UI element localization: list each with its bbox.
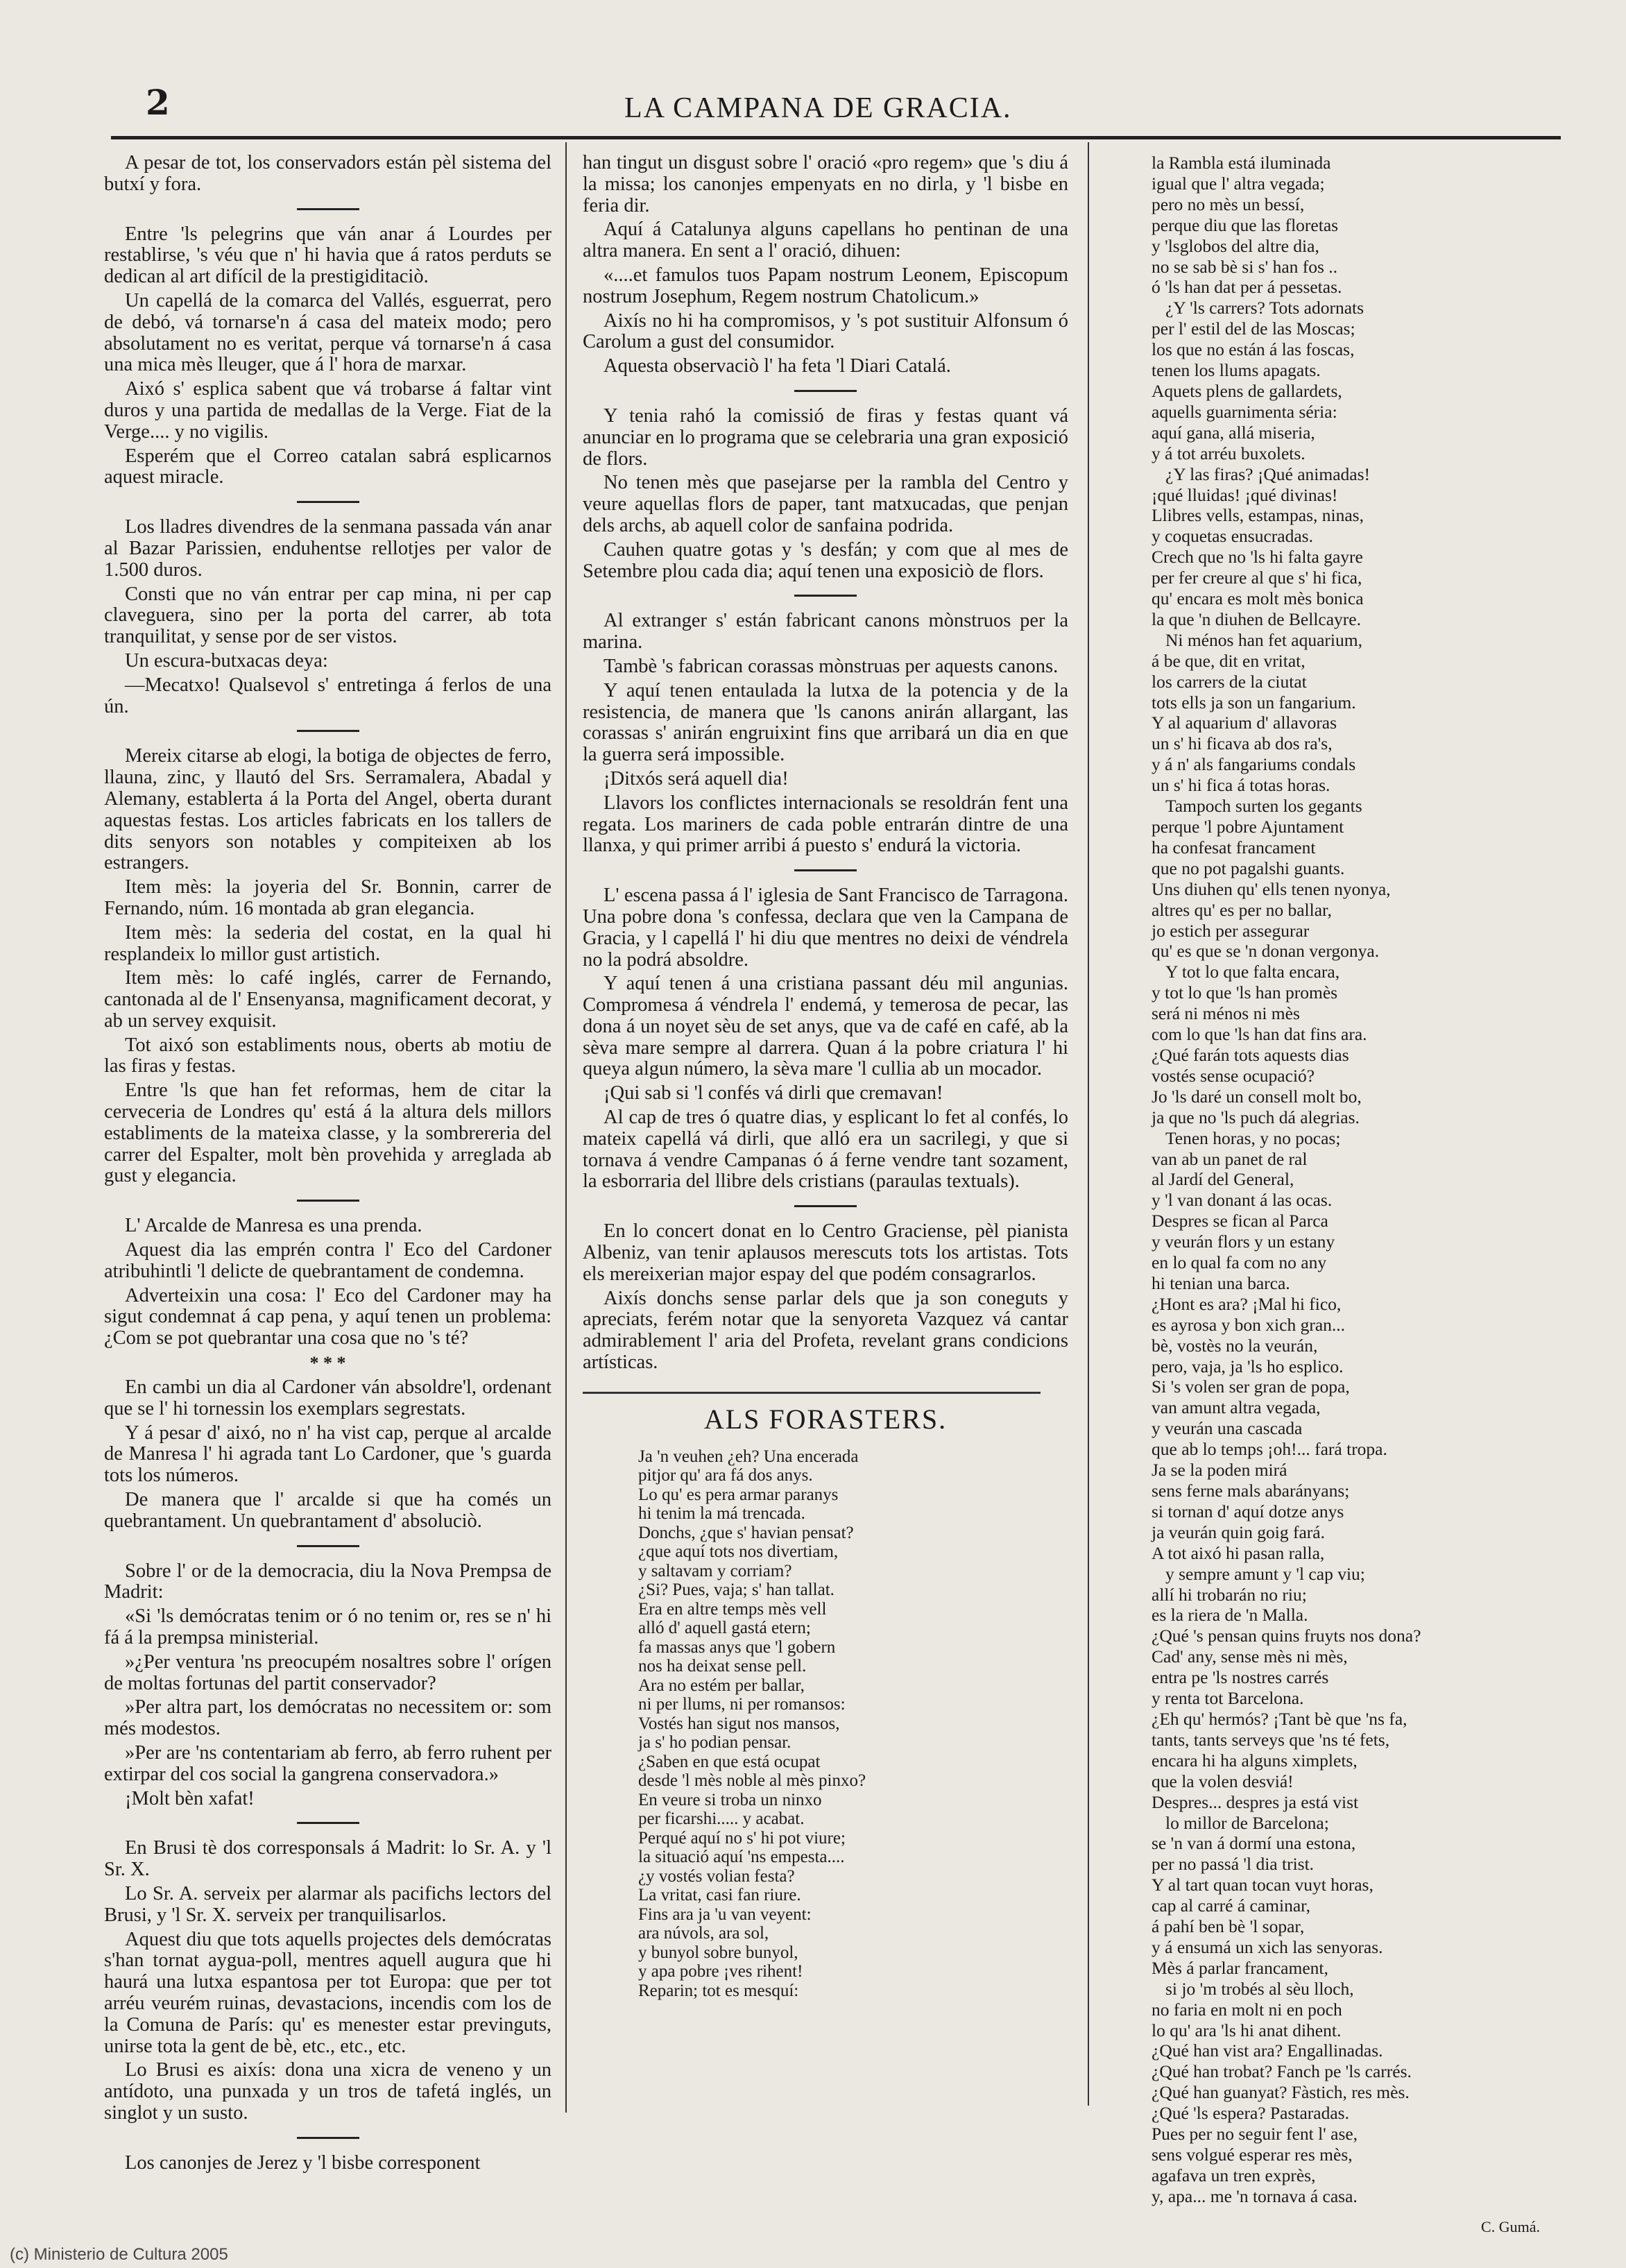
paragraph: L' escena passa á l' iglesia de Sant Francisco de Tarragona. Una pobre dona 's confessa, declara que ven la Campana de Gracia, y l capellá l' hi diu que mentres no deixi de véndrela no la podrá absoldre. xyxy=(583,885,1068,971)
paragraph: Aixó s' esplica sabent que vá trobarse á faltar vint duros y una partida de medallas de la Verge. Fiat de la Verge.... y no vigilis. xyxy=(104,378,551,443)
poem-line: ara núvols, ara sol, xyxy=(638,1924,769,1943)
paragraph: ¡Molt bèn xafat! xyxy=(125,1787,255,1809)
section-separator xyxy=(297,1545,359,1547)
poem-line: allí hi trobarán no riu; xyxy=(1152,1584,1307,1605)
poem-line: Perqué aquí no s' hi pot viure; xyxy=(638,1828,846,1848)
poem-line: Reparin; tot es mesquí: xyxy=(638,1981,799,2000)
poem-line: aquí gana, allá miseria, xyxy=(1152,422,1315,443)
poem-line: A tot aixó hi pasan ralla, xyxy=(1152,1542,1325,1563)
paragraph: —Mecatxo! Qualsevol s' entretinga á ferlos de una ún. xyxy=(104,674,551,717)
poem-line: La vritat, casi fan riure. xyxy=(638,1886,801,1905)
poem-line: ni per llums, ni per romansos: xyxy=(638,1695,846,1714)
paragraph: «....et famulos tuos Papam nostrum Leonem, Episcopum nostrum Josephum, Regem nostrum Chatolicum.» xyxy=(583,264,1068,307)
paragraph: En Brusi tè dos corresponsals á Madrit: lo Sr. A. y 'l Sr. X. xyxy=(104,1837,551,1881)
poem-line: y veurán una cascada xyxy=(1152,1418,1303,1439)
poem-line: que no pot pagalshi guants. xyxy=(1152,858,1345,878)
paragraph: Un escura-butxacas deya: xyxy=(125,649,328,672)
paragraph: Entre 'ls pelegrins que ván anar á Lourdes per restablirse, 's véu que n' hi havia que á ratos perduts se dedican al art difícil de la prestigiditaciò. xyxy=(104,223,551,288)
asterism: * * * xyxy=(309,1353,346,1374)
poem-line: Aquets plens de gallardets, xyxy=(1152,380,1342,401)
paragraph: Un capellá de la comarca del Vallés, esguerrat, pero de debó, vá tornarse'n á casa del mateix modo; pero absolutament no es veritat, perque vá tornarse'n á casa una mica mès lleuger, que á l' hora de marxar. xyxy=(104,289,551,376)
poem-line: si tornan d' aquí dotze anys xyxy=(1152,1501,1344,1521)
poem-line: tants, tants serveys que 'ns té fets, xyxy=(1152,1729,1390,1750)
paragraph: Aixís donchs sense parlar dels que ja son coneguts y apreciats, ferém notar que la senyoreta Vazquez vá cantar admirablement l' aria del Profeta, revelant grans condicions artísticas. xyxy=(583,1287,1068,1374)
paragraph: Y tenia rahó la comissió de firas y festas quant vá anunciar en lo programa que se celebraria una gran exposició de flors. xyxy=(583,404,1068,470)
poem-line: desde 'l mès noble al mès pinxo? xyxy=(638,1771,866,1791)
paragraph: Los lladres divendres de la senmana passada ván anar al Bazar Parissien, enduhentse rellotjes per valor de 1.500 duros. xyxy=(104,516,551,581)
poem-line: y 'lsglobos del altre dia, xyxy=(1152,235,1319,256)
poem-line: ¿Qué farán tots aquests dias xyxy=(1152,1044,1349,1065)
paragraph: Los canonjes de Jerez y 'l bisbe corresponent xyxy=(125,2151,481,2174)
column-3 xyxy=(1110,153,1568,2235)
poem-line: pitjor qu' ara fá dos anys. xyxy=(638,1466,813,1485)
paragraph: Item mès: la sederia del costat, en la qual hi resplandeix lo millor gust artistich. xyxy=(104,921,551,965)
paragraph: Cauhen quatre gotas y 's desfán; y com que al mes de Setembre plou cada dia; aquí tenen una exposiciò de flors. xyxy=(583,538,1068,582)
page-header xyxy=(139,82,1561,144)
paragraph: No tenen mès que pasejarse per la rambla del Centro y veure aquellas flors de paper, tant matxucadas, que penjan dels archs, ab aquell color de sanfaina podrida. xyxy=(583,472,1068,536)
poem-line: ¿Si? Pues, vaja; s' han tallat. xyxy=(638,1580,835,1600)
poem-line: per ficarshi..... y acabat. xyxy=(638,1809,805,1829)
paragraph: Tambè 's fabrican corassas mònstruas per aquests canons. xyxy=(604,655,1059,677)
poem-line: es la riera de 'n Malla. xyxy=(1152,1605,1308,1626)
poem-line: Era en altre temps mès vell xyxy=(638,1599,827,1619)
paragraph: Entre 'ls que han fet reformas, hem de citar la cerveceria de Londres qu' está á la altura dels millors establiments de la mateixa classe, y la sombrereria del carrer del Espalter, molt bèn provehida y arreglada ab gust y elegancia. xyxy=(104,1080,551,1187)
poem-line: en lo qual fa com no any xyxy=(1152,1252,1327,1273)
paragraph: Lo Sr. A. serveix per alarmar als pacifichs lectors del Brusi, y 'l Sr. X. serveix per tranquilisarlos. xyxy=(104,1882,551,1926)
poem-line: perque diu que las floretas xyxy=(1152,214,1339,235)
section-separator xyxy=(794,595,857,597)
poem-line: Ni ménos han fet aquarium, xyxy=(1165,629,1362,650)
poem-line: aquells guarnimenta séria: xyxy=(1152,401,1337,422)
section-separator xyxy=(297,2137,359,2139)
poem-line: ¿Qué han guanyat? Fàstich, res mès. xyxy=(1152,2082,1410,2103)
paragraph: «Si 'ls demócratas tenim or ó no tenim or, res se n' hi fá á la prempsa ministerial. xyxy=(104,1605,551,1649)
author-signature: C. Gumá. xyxy=(1481,2217,1540,2235)
paragraph: »Per are 'ns contentariam ab ferro, ab ferro ruhent per extirpar del cos social la gangrena conservadora.» xyxy=(104,1742,551,1785)
paragraph: En lo concert donat en lo Centro Graciense, pèl pianista Albeniz, van tenir aplausos merescuts tots los artistas. Tots els mereixerian major espay del que podém consagrarlos. xyxy=(583,1220,1068,1285)
poem-line: es ayrosa y bon xich gran... xyxy=(1152,1314,1346,1335)
poem-line: entra pe 'ls nostres carrés xyxy=(1152,1667,1329,1688)
header-rule xyxy=(111,136,1561,139)
paragraph: ¡Qui sab si 'l confés vá dirli que cremavan! xyxy=(604,1082,943,1105)
poem-line: Despres se fican al Parca xyxy=(1152,1211,1328,1231)
poem-line: ¿Saben en que está ocupat xyxy=(638,1752,821,1771)
poem-line: no faria en molt ni en poch xyxy=(1152,1999,1342,2020)
page-number: 2 xyxy=(146,82,170,123)
poem-line: la que 'n diuhen de Bellcayre. xyxy=(1152,608,1361,629)
poem-line: y á ensumá un xich las senyoras. xyxy=(1152,1936,1383,1957)
paragraph: Consti que no ván entrar per cap mina, ni per cap claveguera, sino per la porta del carrer, ab tota tranquilitat, y sense por de ser vistos. xyxy=(104,583,551,648)
poem-line: jo estich per assegurar xyxy=(1152,920,1310,941)
poem-line: Pues per no seguir fent l' ase, xyxy=(1152,2124,1358,2145)
paragraph: Al extranger s' están fabricant canons mònstruos per la marina. xyxy=(583,610,1068,654)
paragraph: han tingut un disgust sobre l' oració «pro regem» que 's diu á la missa; los canonjes empenyats en no dirla, y 'l bisbe en feria dir. xyxy=(583,152,1068,216)
poem-line: que la volen desviá! xyxy=(1152,1771,1294,1791)
copyright-credit: (c) Ministerio de Cultura 2005 xyxy=(10,2245,228,2264)
poem-line: cap al carré á caminar, xyxy=(1152,1895,1311,1916)
poem-line: vostés sense ocupació? xyxy=(1152,1065,1315,1086)
poem-line: ¿Y 'ls carrers? Tots adornats xyxy=(1165,298,1364,318)
poem-line: la Rambla está iluminada xyxy=(1152,153,1331,173)
paragraph: Aixís no hi ha compromisos, y 's pot sustituir Alfonsum ó Carolum a gust del consumidor. xyxy=(583,309,1068,353)
paragraph: L' Arcalde de Manresa es una prenda. xyxy=(125,1215,422,1237)
column-divider-1 xyxy=(565,142,567,2113)
poem-line: alló d' aquell gastá etern; xyxy=(638,1619,811,1638)
poem-line: los carrers de la ciutat xyxy=(1152,671,1307,692)
poem-line: Ja 'n veuhen ¿eh? Una encerada xyxy=(638,1447,859,1466)
poem-line: Tampoch surten los gegants xyxy=(1165,796,1362,817)
poem-line: y á n' als fangariums condals xyxy=(1152,754,1356,775)
poem-line: Uns diuhen qu' ells tenen nyonya, xyxy=(1152,878,1391,899)
poem-line: lo qu' ara 'ls hi anat dihent. xyxy=(1152,2020,1342,2040)
poem-line: ¿y vostés volian festa? xyxy=(638,1866,795,1886)
poem-line: pero, vaja, ja 'ls ho esplico. xyxy=(1152,1356,1344,1376)
poem-line: y bunyol sobre bunyol, xyxy=(638,1943,798,1962)
poem-line: Mès á parlar francament, xyxy=(1152,1957,1328,1978)
paragraph: Llavors los conflictes internacionals se resoldrán fent una regata. Los mariners de cada poble entrarán dintre de una llanxa, y qui primer arribi á puesto s' endurá la victoria. xyxy=(583,792,1068,857)
poem-line: Si 's volen ser gran de popa, xyxy=(1152,1376,1350,1397)
poem-line: encara hi ha alguns ximplets, xyxy=(1152,1750,1358,1771)
poem-line: bè, vostès no la veurán, xyxy=(1152,1335,1318,1356)
paragraph: Al cap de tres ó quatre dias, y esplicant lo fet al confés, lo mateix capellá vá dirli, que alló era un sacrilegi, y que si tornava á vendre Campanas ó á ferne vendre tant sozament, la esborraria del llibre dels cristians (paraulas textuals). xyxy=(583,1107,1068,1193)
poem-line: agafava un tren exprès, xyxy=(1152,2165,1316,2185)
column-1 xyxy=(104,152,551,2174)
poem-line: hi tenim la má trencada. xyxy=(638,1504,805,1524)
poem-line: tenen los llums apagats. xyxy=(1152,360,1321,381)
paragraph: Aquest dia las emprén contra l' Eco del Cardoner atribuhintli 'l delicte de quebrantament de condemna. xyxy=(104,1239,551,1282)
paragraph: Item mès: la joyeria del Sr. Bonnin, carrer de Fernando, núm. 16 montada ab gran elegancia. xyxy=(104,876,551,919)
poem-part-2 xyxy=(1110,153,1568,2207)
paragraph: Y aquí tenen á una cristiana passant déu mil angunias. Compromesa á véndrela l' endemá, y temerosa de pecar, las dona á un noyet sèu de set anys, que va de café en café, ab la sèva mare sempre al darrera. Quan á la pobre criatura l' hi queya algun número, la sèva mare 'l cullia ab un mocador. xyxy=(583,973,1068,1080)
poem-line: per no passá 'l dia trist. xyxy=(1152,1854,1315,1875)
section-separator xyxy=(794,869,857,871)
poem-line: com lo que 'ls han dat fins ara. xyxy=(1152,1024,1367,1045)
poem-line: tots ells ja son un fangarium. xyxy=(1152,692,1356,713)
poem-line: sens ferne mals abarányans; xyxy=(1152,1481,1350,1501)
section-separator xyxy=(297,208,359,210)
poem-line: á pahí ben bè 'l sopar, xyxy=(1152,1916,1305,1937)
poem-line: van amunt altra vegada, xyxy=(1152,1397,1321,1418)
poem-line: hi tenian una barca. xyxy=(1152,1272,1290,1293)
poem-line: ja s' ho podian pensar. xyxy=(638,1733,791,1753)
poem-line: Donchs, ¿que s' havian pensat? xyxy=(638,1523,854,1542)
poem-line: y 'l van donant á las ocas. xyxy=(1152,1190,1333,1211)
poem-line: y renta tot Barcelona. xyxy=(1152,1688,1304,1709)
poem-line: y á tot arréu buxolets. xyxy=(1152,443,1306,463)
poem-line: Y tot lo que falta encara, xyxy=(1165,962,1340,982)
poem-line: Ja se la poden mirá xyxy=(1152,1460,1287,1481)
section-separator xyxy=(297,1822,359,1824)
poem-line: ¿Qué han vist ara? Engallinadas. xyxy=(1152,2040,1383,2061)
poem-line: fa massas anys que 'l gobern xyxy=(638,1637,836,1657)
poem-line: y coquetas ensucradas. xyxy=(1152,526,1313,547)
paragraph: Aquí á Catalunya alguns capellans ho pentinan de una altra manera. En sent a l' oració, dihuen: xyxy=(583,219,1068,262)
paragraph: Esperém que el Correo catalan sabrá esplicarnos aquest miracle. xyxy=(104,445,551,488)
section-separator xyxy=(794,390,857,392)
paragraph: Tot aixó son establiments nous, oberts ab motiu de las firas y festas. xyxy=(104,1034,551,1077)
poem-line: Tenen horas, y no pocas; xyxy=(1165,1127,1341,1148)
poem-line: y veurán flors y un estany xyxy=(1152,1231,1335,1252)
paragraph: Adverteixin una cosa: l' Eco del Cardoner may ha sigut condemnat á cap pena, y aquí tenen un problema: ¿Com se pot quebrantar una cosa que no 's té? xyxy=(104,1284,551,1349)
paragraph: Sobre l' or de la democracia, diu la Nova Prempsa de Madrit: xyxy=(104,1560,551,1603)
poem-line: Fins ara ja 'u van veyent: xyxy=(638,1904,812,1924)
poem-line: ó 'ls han dat per á pessetas. xyxy=(1152,277,1342,298)
poem-line: ¿que aquí tots nos divertiam, xyxy=(638,1542,839,1562)
poem-line: ja veurán quin goig fará. xyxy=(1152,1521,1325,1542)
paragraph: Y aquí tenen entaulada la lutxa de la potencia y de la resistencia, de manera que 'ls canons anirán allargant, las corassas s' anirán engruixint fins que arribará un dia en que la guerra será impossible. xyxy=(583,679,1068,766)
poem-line: se 'n van á dormí una estona, xyxy=(1152,1833,1356,1854)
poem-line: Lo qu' es pera armar paranys xyxy=(638,1485,839,1504)
paragraph: En cambi un dia al Cardoner ván absoldre'l, ordenant que se l' hi tornessin los exemplars segrestats. xyxy=(104,1376,551,1419)
poem-line: per fer creure al que s' hi fica, xyxy=(1152,568,1362,588)
section-separator xyxy=(297,501,359,503)
column-divider-2 xyxy=(1088,142,1089,2106)
poem-line: lo millor de Barcelona; xyxy=(1165,1812,1329,1833)
poem-line: Y al aquarium d' allavoras xyxy=(1152,713,1337,733)
poem-line: y saltavam y corriam? xyxy=(638,1561,792,1580)
paragraph: Y á pesar d' aixó, no n' ha vist cap, perque al arcalde de Manresa l' hi agrada tant Lo Cardoner, que 's guarda tots los números. xyxy=(104,1422,551,1487)
poem-line: nos ha deixat sense pell. xyxy=(638,1657,807,1676)
paragraph: »Per altra part, los demócratas no necessitem or: som més modestos. xyxy=(104,1696,551,1740)
poem-title: ALS FORASTERS. xyxy=(703,1403,948,1435)
paragraph: Mereix citarse ab elogi, la botiga de objectes de ferro, llauna, zinc, y llautó del Srs. Serramalera, Abadal y Alemany, establerta á la Porta del Angel, oberta durant aquestas festas. Los articles fabricats en los tallers de dits senyors son notables y compiteixen ab los estrangers. xyxy=(104,745,551,874)
poem-line: Y al tart quan tocan vuyt horas, xyxy=(1152,1875,1373,1895)
poem-line: y, apa... me 'n tornava á casa. xyxy=(1152,2185,1358,2206)
poem-line: Vostés han sigut nos mansos, xyxy=(638,1714,840,1733)
paragraph: A pesar de tot, los conservadors están pèl sistema del butxí y fora. xyxy=(104,152,551,195)
poem-line: pero no mès un bessí, xyxy=(1152,194,1305,214)
paragraph: Item mès: lo café inglés, carrer de Fernando, cantonada al de l' Ensenyansa, magnificament decorat, y ab un servey exquisit. xyxy=(104,967,551,1032)
poem-line: altres qu' es per no ballar, xyxy=(1152,899,1332,920)
poem-line: al Jardí del General, xyxy=(1152,1169,1294,1190)
poem-line: que ab lo temps ¡oh!... fará tropa. xyxy=(1152,1439,1387,1460)
poem-line: un s' hi fica á totas horas. xyxy=(1152,775,1330,796)
section-separator xyxy=(297,730,359,732)
poem-line: ¿Qué han trobat? Fanch pe 'ls carrés. xyxy=(1152,2061,1412,2082)
paragraph: »¿Per ventura 'ns preocupém nosaltres sobre l' orígen de moltas fortunas del partit conservador? xyxy=(104,1651,551,1694)
poem-line: y sempre amunt y 'l cap viu; xyxy=(1165,1563,1365,1584)
poem-line: Crech que no 'ls hi falta gayre xyxy=(1152,547,1363,568)
poem-line: ¿Qué 'ls espera? Pastaradas. xyxy=(1152,2103,1349,2124)
poem-line: ha confesat francament xyxy=(1152,837,1316,858)
poem-line: los que no están á las foscas, xyxy=(1152,339,1355,360)
poem-line: qu' encara es molt mès bonica xyxy=(1152,588,1364,609)
poem-line: perque 'l pobre Ajuntament xyxy=(1152,817,1344,837)
poem-rule xyxy=(583,1392,1041,1394)
poem-line: será ni ménos ni mès xyxy=(1152,1003,1300,1024)
paragraph: De manera que l' arcalde si que ha comés un quebrantament. Un quebrantament d' absoluciò. xyxy=(104,1489,551,1532)
poem-line: no se sab bè si s' han fos .. xyxy=(1152,256,1338,277)
poem-line: si jo 'm trobés al sèu lloch, xyxy=(1165,1978,1354,1999)
section-separator xyxy=(297,1200,359,1202)
poem-line: qu' es que se 'n donan vergonya. xyxy=(1152,941,1380,962)
masthead-title: LA CAMPANA DE GRACIA. xyxy=(624,92,1012,124)
poem-line: ¿Eh qu' hermós? ¡Tant bè que 'ns fa, xyxy=(1152,1708,1407,1729)
poem-line: Ara no estém per ballar, xyxy=(638,1676,805,1695)
section-separator xyxy=(794,1205,857,1207)
poem-line: y apa pobre ¡ves rihent! xyxy=(638,1962,803,1981)
poem-line: igual que l' altra vegada; xyxy=(1152,173,1325,194)
poem-line: ¡qué lluidas! ¡qué divinas! xyxy=(1152,484,1338,505)
poem-line: Llibres vells, estampas, ninas, xyxy=(1152,505,1364,526)
column-2 xyxy=(583,153,1068,2130)
poem-line: ja que no 'ls puch dá alegrias. xyxy=(1152,1107,1360,1127)
poem-line: En veure si troba un ninxo xyxy=(638,1790,822,1809)
paragraph: Aquesta observaciò l' ha feta 'l Diari Catalá. xyxy=(604,355,951,377)
poem-line: van ab un panet de ral xyxy=(1152,1148,1308,1169)
paragraph: ¡Ditxós será aquell dia! xyxy=(604,767,789,790)
poem-line: ¿Qué 's pensan quins fruyts nos dona? xyxy=(1152,1626,1421,1646)
poem-line: Despres... despres ja está vist xyxy=(1152,1791,1359,1812)
paragraph: Aquest diu que tots aquells projectes dels demócratas s'han tornat aygua-poll, mentres aquell augura que hi haurá una lutxa espantosa per tot Europa: que per tot arréu veurém ruinas, devastacions, incendis com los de la Comuna de París: qu' es menester estar previnguts, unirse tota la gent de bè, etc., etc., etc. xyxy=(104,1928,551,2057)
poem-line: y tot lo que 'ls han promès xyxy=(1152,982,1338,1003)
poem-line: Jo 'ls daré un consell molt bo, xyxy=(1152,1086,1362,1107)
poem-part-1 xyxy=(638,1447,1068,2001)
paragraph: Lo Brusi es aixís: dona una xicra de veneno y un antídoto, una punxada y un tros de tafetá inglés, un singlot y un susto. xyxy=(104,2059,551,2124)
poem-line: un s' hi ficava ab dos ra's, xyxy=(1152,733,1333,754)
poem-line: ¿Hont es ara? ¡Mal hi fico, xyxy=(1152,1293,1342,1314)
poem-line: per l' estil del de las Moscas; xyxy=(1152,318,1355,339)
poem-line: Cad' any, sense mès ni mès, xyxy=(1152,1646,1348,1667)
poem-line: sens volgué esperar res mès, xyxy=(1152,2145,1353,2165)
poem-line: la situació aquí 'ns empesta.... xyxy=(638,1848,845,1867)
poem-line: á be que, dit en vritat, xyxy=(1152,650,1306,671)
poem-line: ¿Y las firas? ¡Qué animadas! xyxy=(1165,463,1371,484)
